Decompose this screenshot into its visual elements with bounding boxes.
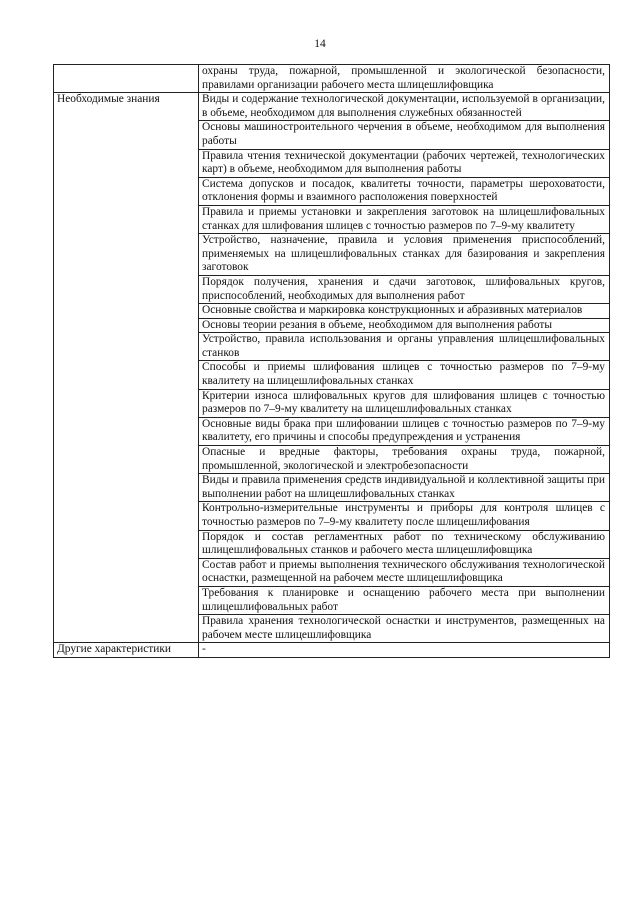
section-label-continuation bbox=[54, 333, 199, 361]
requirement-text: - bbox=[199, 643, 610, 658]
requirement-text: Основы теории резания в объеме, необходимом для выполнения работы bbox=[199, 318, 610, 333]
section-label-continuation bbox=[54, 121, 199, 149]
section-label-continuation bbox=[54, 502, 199, 530]
requirements-table bbox=[53, 64, 610, 658]
section-label-continuation bbox=[54, 304, 199, 319]
section-label-continuation bbox=[54, 530, 199, 558]
section-label-continuation bbox=[54, 275, 199, 303]
table-row bbox=[54, 318, 610, 333]
requirement-text: Требования к планировке и оснащению рабочего места при выполнении шлицешлифовальных работ bbox=[199, 586, 610, 614]
requirement-text: Способы и приемы шлифования шлицев с точностью размеров по 7–9-му квалитету на шлицешлифовальных станках bbox=[199, 361, 610, 389]
requirement-text: Виды и правила применения средств индивидуальной и коллективной защиты при выполнении работ на шлицешлифовальных станках bbox=[199, 474, 610, 502]
section-label: Другие характеристики bbox=[54, 643, 199, 658]
section-label-continuation bbox=[54, 417, 199, 445]
section-label-continuation bbox=[54, 446, 199, 474]
requirement-text: Состав работ и приемы выполнения технического обслуживания технологической оснастки, размещенной на рабочем месте шлицешлифовщика bbox=[199, 558, 610, 586]
table-row bbox=[54, 121, 610, 149]
section-label bbox=[54, 65, 199, 93]
table-row bbox=[54, 446, 610, 474]
requirement-text: Устройство, правила использования и органы управления шлицешлифовальных станков bbox=[199, 333, 610, 361]
requirement-text: Критерии износа шлифовальных кругов для шлифования шлицев с точностью размеров по 7–9-му квалитету на шлицешлифовальных станках bbox=[199, 389, 610, 417]
section-label-continuation bbox=[54, 177, 199, 205]
requirement-text: охраны труда, пожарной, промышленной и экологической безопасности, правилами организации рабочего места шлицешлифовщика bbox=[199, 65, 610, 93]
table-row bbox=[54, 333, 610, 361]
requirement-text: Правила хранения технологической оснастки и инструментов, размещенных на рабочем месте шлицешлифовщика bbox=[199, 615, 610, 643]
table-row bbox=[54, 474, 610, 502]
requirement-text: Опасные и вредные факторы, требования охраны труда, пожарной, промышленной, экологической и электробезопасности bbox=[199, 446, 610, 474]
requirement-text: Основные виды брака при шлифовании шлицев с точностью размеров по 7–9-му квалитету, его причины и способы предупреждения и устранения bbox=[199, 417, 610, 445]
table-row bbox=[54, 205, 610, 233]
requirement-text: Порядок получения, хранения и сдачи заготовок, шлифовальных кругов, приспособлений, необходимых для выполнения работ bbox=[199, 275, 610, 303]
requirement-text: Система допусков и посадок, квалитеты точности, параметры шероховатости, отклонения формы и взаимного расположения поверхностей bbox=[199, 177, 610, 205]
table-row bbox=[54, 93, 610, 121]
table-row bbox=[54, 234, 610, 276]
requirement-text: Виды и содержание технологической документации, используемой в организации, в объеме, необходимом для выполнения служебных обязанностей bbox=[199, 93, 610, 121]
requirement-text: Порядок и состав регламентных работ по техническому обслуживанию шлицешлифовальных станков и рабочего места шлицешлифовщика bbox=[199, 530, 610, 558]
table-row bbox=[54, 177, 610, 205]
page-number: 14 bbox=[314, 38, 326, 50]
requirements-table-body bbox=[54, 65, 610, 658]
requirement-text: Правила и приемы установки и закрепления заготовок на шлицешлифовальных станках для шлифования шлицев с точностью размеров по 7–9-му квалитету bbox=[199, 205, 610, 233]
table-row bbox=[54, 530, 610, 558]
requirement-text: Устройство, назначение, правила и условия применения приспособлений, применяемых на шлицешлифовальных станках для базирования и закрепления заготовок bbox=[199, 234, 610, 276]
table-row bbox=[54, 275, 610, 303]
requirement-text: Контрольно-измерительные инструменты и приборы для контроля шлицев с точностью размеров по 7–9-му квалитету после шлицешлифования bbox=[199, 502, 610, 530]
requirement-text: Основы машиностроительного черчения в объеме, необходимом для выполнения работы bbox=[199, 121, 610, 149]
section-label-continuation bbox=[54, 558, 199, 586]
section-label-continuation bbox=[54, 149, 199, 177]
table-row bbox=[54, 304, 610, 319]
table-row bbox=[54, 643, 610, 658]
requirement-text: Правила чтения технической документации (рабочих чертежей, технологических карт) в объеме, необходимом для выполнения работы bbox=[199, 149, 610, 177]
table-row bbox=[54, 361, 610, 389]
table-row bbox=[54, 615, 610, 643]
section-label-continuation bbox=[54, 474, 199, 502]
section-label-continuation bbox=[54, 361, 199, 389]
table-row bbox=[54, 502, 610, 530]
section-label: Необходимые знания bbox=[54, 93, 199, 121]
table-row bbox=[54, 558, 610, 586]
section-label-continuation bbox=[54, 615, 199, 643]
table-row bbox=[54, 65, 610, 93]
table-row bbox=[54, 389, 610, 417]
requirement-text: Основные свойства и маркировка конструкционных и абразивных материалов bbox=[199, 304, 610, 319]
section-label-continuation bbox=[54, 389, 199, 417]
section-label-continuation bbox=[54, 318, 199, 333]
section-label-continuation bbox=[54, 586, 199, 614]
table-row bbox=[54, 586, 610, 614]
table-row bbox=[54, 149, 610, 177]
section-label-continuation bbox=[54, 234, 199, 276]
table-row bbox=[54, 417, 610, 445]
section-label-continuation bbox=[54, 205, 199, 233]
